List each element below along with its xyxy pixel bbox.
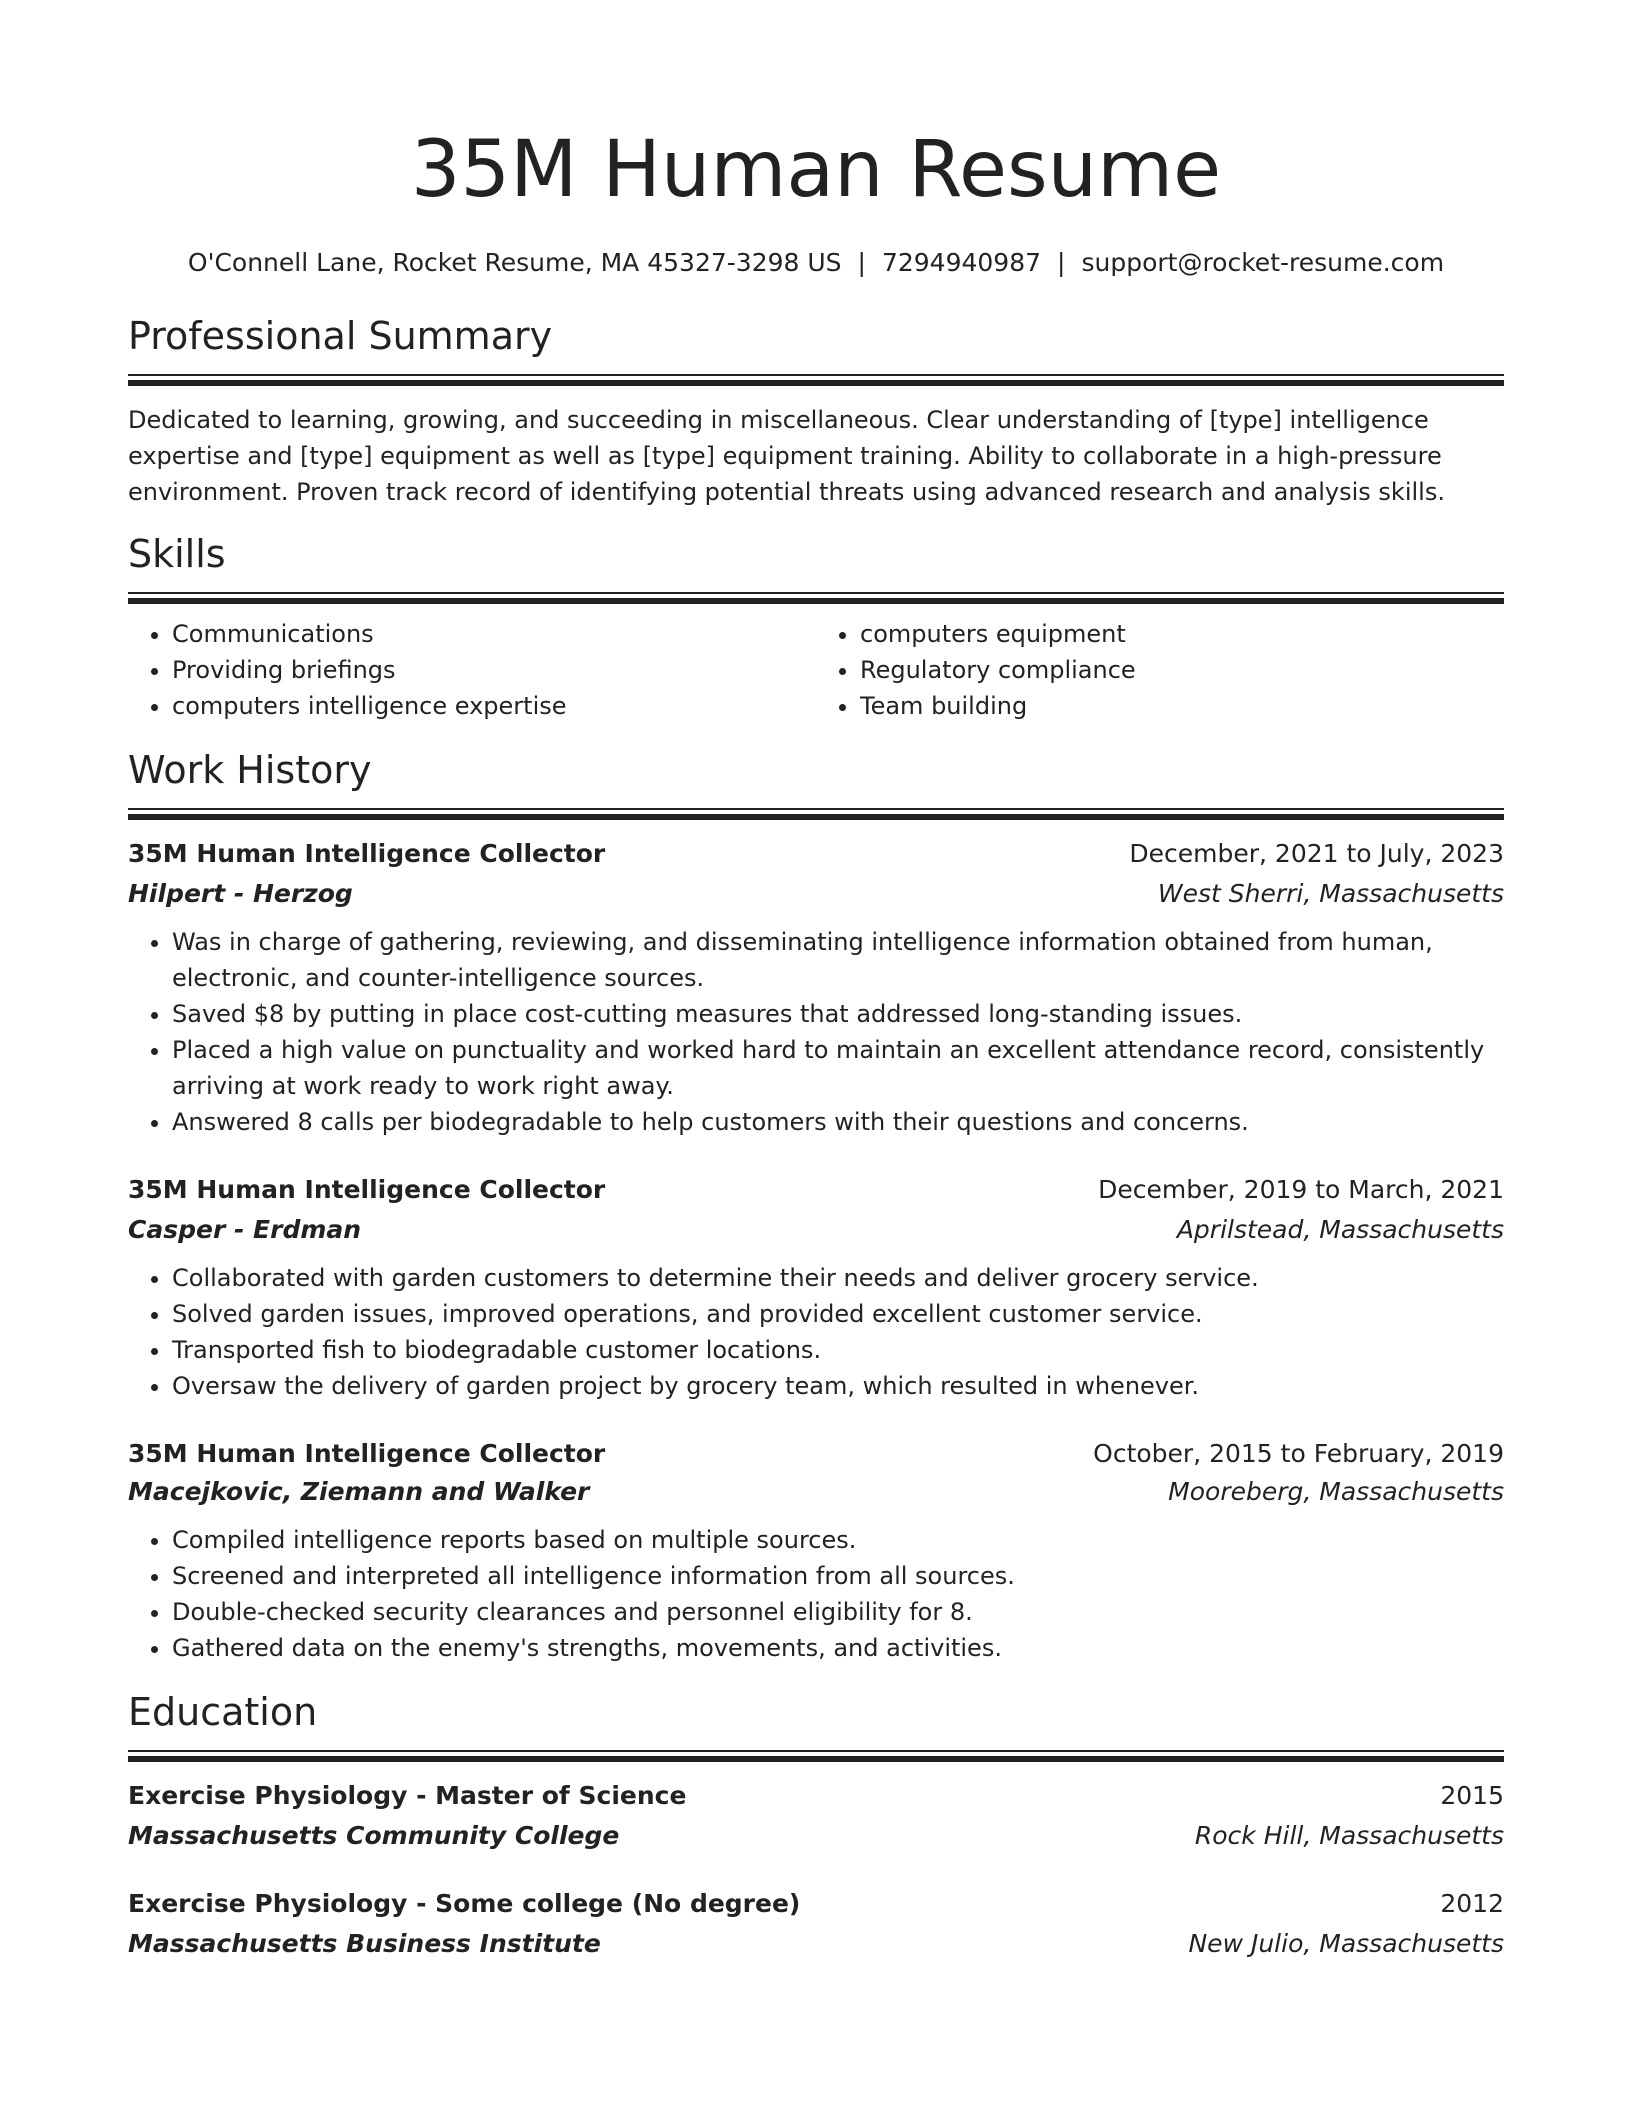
education-section [128,1688,1504,1962]
job-title: 35M Human Intelligence Collector [128,1439,606,1468]
job-bullet: • Answered 8 calls per biodegradable to help customers with their questions and concerns. [172,1104,1504,1140]
education-heading: Education [128,1690,318,1734]
section-divider [128,808,1504,818]
job-dates: October, 2015 to February, 2019 [1093,1439,1504,1468]
job-bullet: • Oversaw the delivery of garden project by grocery team, which resulted in whenever. [172,1368,1504,1404]
education-school: Massachusetts Community College [128,1821,620,1850]
contact-line [128,246,1504,280]
job-bullet: • Saved $8 by putting in place cost-cutting measures that addressed long-standing issues. [172,996,1504,1032]
contact-phone: 7294940987 [881,248,1042,277]
job-company: Casper - Erdman [128,1215,362,1244]
job-entry [128,1172,1504,1404]
education-location: New Julio, Massachusetts [1188,1929,1504,1958]
work-heading: Work History [128,748,372,792]
summary-section [128,312,1504,510]
skill-item: • Communications [172,616,816,652]
skill-item: • computers equipment [860,616,1504,652]
education-year: 2012 [1440,1889,1504,1918]
job-bullet: • Gathered data on the enemy's strengths, movements, and activities. [172,1630,1504,1666]
job-bullet: • Solved garden issues, improved operations, and provided excellent customer service. [172,1296,1504,1332]
job-location: Mooreberg, Massachusetts [1168,1477,1504,1506]
education-degree: Exercise Physiology - Master of Science [128,1781,687,1810]
job-company: Hilpert - Herzog [128,879,353,908]
job-bullets [128,1260,1504,1404]
skills-heading: Skills [128,532,226,576]
section-divider [128,592,1504,602]
job-dates: December, 2019 to March, 2021 [1098,1175,1504,1204]
education-entry [128,1778,1504,1854]
skill-item: • Regulatory compliance [860,652,1504,688]
contact-email: support@rocket-resume.com [1081,248,1445,277]
job-title: 35M Human Intelligence Collector [128,839,606,868]
section-divider [128,1750,1504,1760]
education-degree: Exercise Physiology - Some college (No degree) [128,1889,801,1918]
job-entry [128,1436,1504,1666]
job-bullets [128,1522,1504,1666]
job-title: 35M Human Intelligence Collector [128,1175,606,1204]
education-entry [128,1886,1504,1962]
skill-item: • Providing briefings [172,652,816,688]
contact-separator: | [1057,248,1066,277]
summary-text: Dedicated to learning, growing, and succeeding in miscellaneous. Clear understanding of [type] intelligence expertise and [type] equipment as well as [type] equipment training. Ability to collaborate in a high-pressure environment. Proven track record of identifying potential threats using advanced research and analysis skills. [128,406,1445,506]
resume-name: 35M Human Resume [410,125,1222,215]
job-bullet: • Double-checked security clearances and personnel eligibility for 8. [172,1594,1504,1630]
job-bullet: • Collaborated with garden customers to determine their needs and deliver grocery service. [172,1260,1504,1296]
summary-heading: Professional Summary [128,314,553,358]
education-school: Massachusetts Business Institute [128,1929,601,1958]
skills-right-column [816,616,1504,724]
contact-separator: | [857,248,866,277]
job-bullet: • Placed a high value on punctuality and worked hard to maintain an excellent attendance record, consistently arriving at work ready to work right away. [172,1032,1504,1104]
skills-columns [128,616,1504,724]
job-location: Aprilstead, Massachusetts [1176,1215,1504,1244]
job-bullet: • Compiled intelligence reports based on multiple sources. [172,1522,1504,1558]
education-location: Rock Hill, Massachusetts [1194,1821,1504,1850]
education-year: 2015 [1440,1781,1504,1810]
job-entry [128,836,1504,1140]
job-company: Macejkovic, Ziemann and Walker [128,1477,590,1506]
skill-item: • Team building [860,688,1504,724]
job-bullet: • Screened and interpreted all intelligence information from all sources. [172,1558,1504,1594]
job-bullet: • Was in charge of gathering, reviewing, and disseminating intelligence information obtained from human, electronic, and counter-intelligence sources. [172,924,1504,996]
skills-left-column [128,616,816,724]
job-location: West Sherri, Massachusetts [1157,879,1504,908]
job-bullets [128,924,1504,1140]
work-section [128,746,1504,1666]
section-divider [128,374,1504,384]
contact-address: O'Connell Lane, Rocket Resume, MA 45327-3298 US [187,248,842,277]
job-dates: December, 2021 to July, 2023 [1129,839,1504,868]
skill-item: • computers intelligence expertise [172,688,816,724]
skills-section [128,530,1504,724]
job-bullet: • Transported fish to biodegradable customer locations. [172,1332,1504,1368]
